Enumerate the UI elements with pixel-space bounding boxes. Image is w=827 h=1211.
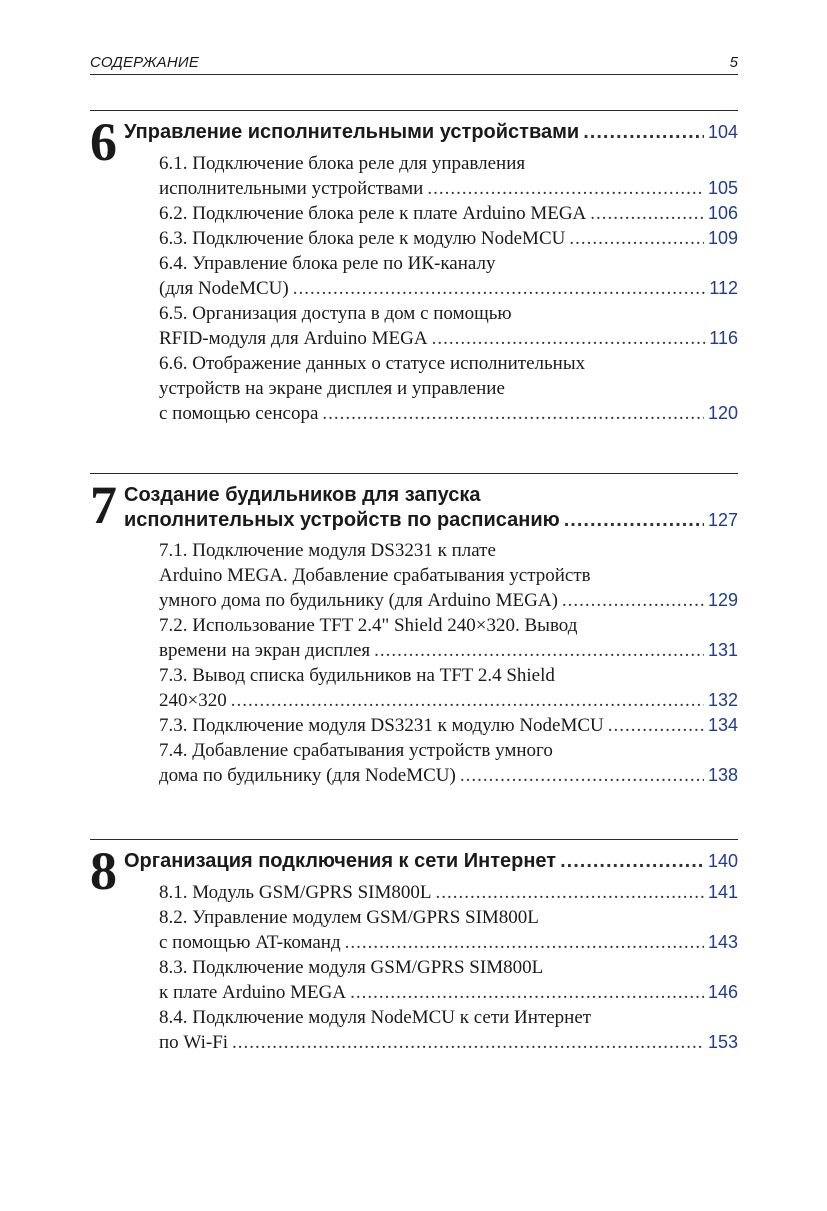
- toc-entry-text: с помощью AT-команд: [159, 932, 341, 953]
- toc-entry-line: [159, 251, 738, 276]
- toc-entry-text: к плате Arduino MEGA: [159, 982, 347, 1003]
- toc-entry-line: [159, 980, 738, 1005]
- toc-entry-line: [159, 201, 738, 226]
- toc-entry-text: 8.1. Модуль GSM/GPRS SIM800L: [159, 882, 432, 903]
- leader-dots: [564, 508, 704, 533]
- toc-entry[interactable]: [159, 713, 738, 738]
- running-header: [90, 52, 738, 75]
- leader-dots: [562, 588, 704, 613]
- toc-page-number[interactable]: 146: [707, 982, 738, 1002]
- toc-entry-line: [159, 663, 738, 688]
- toc-entry-text: Arduino MEGA. Добавление срабатывания устройств: [159, 565, 591, 586]
- toc-entry-line: [159, 226, 738, 251]
- toc-entry-text: 6.3. Подключение блока реле к модулю NodeMCU: [159, 228, 566, 249]
- toc-entry-text: 6.5. Организация доступа в дом с помощью: [159, 303, 512, 324]
- toc-entry[interactable]: [159, 880, 738, 905]
- toc-entry[interactable]: [159, 351, 738, 426]
- section-list: [159, 151, 738, 426]
- toc-entry-text: 7.2. Использование TFT 2.4" Shield 240×320. Вывод: [159, 615, 578, 636]
- toc-page-number[interactable]: 131: [707, 640, 738, 660]
- leader-dots: [460, 763, 704, 788]
- toc-page-number[interactable]: 129: [707, 590, 738, 610]
- toc-entry[interactable]: [159, 955, 738, 1005]
- toc-page-number[interactable]: 120: [707, 403, 738, 423]
- toc-entry-line: [159, 563, 738, 588]
- chapter-number: 6: [90, 112, 117, 172]
- toc-page-number[interactable]: 112: [709, 278, 738, 298]
- toc-entry-line: [159, 1005, 738, 1030]
- toc-entry-line: [159, 151, 738, 176]
- leader-dots: [569, 226, 704, 251]
- toc-entry-text: дома по будильнику (для NodeMCU): [159, 765, 456, 786]
- toc-entry[interactable]: [159, 613, 738, 663]
- chapter-number: 8: [90, 841, 117, 901]
- toc-entry-line: [159, 880, 738, 905]
- chapter-6: [90, 110, 738, 424]
- chapter-7: [90, 473, 738, 786]
- toc-entry-text: 7.1. Подключение модуля DS3231 к плате: [159, 540, 496, 561]
- toc-entry-text: 8.2. Управление модулем GSM/GPRS SIM800L: [159, 907, 539, 928]
- toc-entry-line: [159, 688, 738, 713]
- toc-entry-text: (для NodeMCU): [159, 278, 289, 299]
- toc-entry[interactable]: [159, 251, 738, 301]
- chapter-title-text: Организация подключения к сети Интернет: [124, 850, 557, 872]
- chapter-title-text: Управление исполнительными устройствами: [124, 121, 580, 143]
- toc-entry[interactable]: [159, 663, 738, 713]
- section-list: [159, 880, 738, 1055]
- toc-entry-text: 6.4. Управление блока реле по ИК-каналу: [159, 253, 496, 274]
- toc-entry-text: 7.3. Подключение модуля DS3231 к модулю NodeMCU: [159, 715, 604, 736]
- toc-entry-text: с помощью сенсора: [159, 403, 319, 424]
- leader-dots: [583, 120, 704, 145]
- toc-entry-text: умного дома по будильнику (для Arduino MEGA): [159, 590, 558, 611]
- toc-entry-line: [159, 613, 738, 638]
- toc-entry-text: по Wi-Fi: [159, 1032, 229, 1053]
- leader-dots: [293, 276, 706, 301]
- toc-entry-text: 240×320: [159, 690, 227, 711]
- toc-page-number[interactable]: 105: [707, 178, 738, 198]
- toc-entry-text: 6.6. Отображение данных о статусе исполнительных: [159, 353, 586, 374]
- toc-entry-line: [159, 763, 738, 788]
- chapter-number: 7: [90, 475, 117, 535]
- chapter-title-text: Создание будильников для запуска: [124, 484, 481, 506]
- chapter-page-number[interactable]: 127: [707, 510, 738, 530]
- toc-entry-line: [159, 376, 738, 401]
- toc-entry-text: RFID-модуля для Arduino MEGA: [159, 328, 428, 349]
- header-title: СОДЕРЖАНИЕ: [90, 54, 200, 71]
- toc-entry-line: [159, 351, 738, 376]
- chapter-title-line: [124, 483, 738, 508]
- toc-entry[interactable]: [159, 905, 738, 955]
- toc-entry[interactable]: [159, 538, 738, 613]
- toc-page-number[interactable]: 109: [707, 228, 738, 248]
- toc-entry-text: 7.4. Добавление срабатывания устройств умного: [159, 740, 553, 761]
- toc-entry-line: [159, 638, 738, 663]
- toc-entry-line: [159, 276, 738, 301]
- leader-dots: [608, 713, 704, 738]
- toc-entry-text: 8.4. Подключение модуля NodeMCU к сети Интернет: [159, 1007, 592, 1028]
- toc-entry-line: [159, 538, 738, 563]
- leader-dots: [345, 930, 704, 955]
- toc-entry[interactable]: [159, 151, 738, 201]
- toc-entry-line: [159, 301, 738, 326]
- leader-dots: [231, 688, 704, 713]
- toc-entry-line: [159, 1030, 738, 1055]
- leader-dots: [322, 401, 704, 426]
- leader-dots: [232, 1030, 704, 1055]
- toc-entry-line: [159, 401, 738, 426]
- chapter-page-number[interactable]: 104: [707, 122, 738, 142]
- chapter-title-line: [124, 120, 738, 145]
- leader-dots: [436, 880, 704, 905]
- toc-entry-text: 6.2. Подключение блока реле к плате Arduino MEGA: [159, 203, 587, 224]
- toc-entry[interactable]: [159, 201, 738, 226]
- toc-page-number[interactable]: 138: [707, 765, 738, 785]
- toc-page-number[interactable]: 106: [707, 203, 738, 223]
- chapter-title-line: [124, 849, 738, 874]
- toc-entry-line: [159, 713, 738, 738]
- section-list: [159, 538, 738, 788]
- chapter-title[interactable]: [124, 120, 738, 145]
- chapter-title-line: [124, 508, 738, 533]
- leader-dots: [374, 638, 704, 663]
- toc-entry-line: [159, 905, 738, 930]
- chapter-title[interactable]: [124, 483, 738, 533]
- toc-page-number[interactable]: 143: [707, 932, 738, 952]
- chapter-8: [90, 839, 738, 1053]
- toc-page-number[interactable]: 132: [707, 690, 738, 710]
- toc-entry-line: [159, 930, 738, 955]
- chapter-title-text: исполнительных устройств по расписанию: [124, 509, 560, 531]
- toc-entry-text: 7.3. Вывод списка будильников на TFT 2.4 Shield: [159, 665, 555, 686]
- toc-page-number[interactable]: 153: [707, 1032, 738, 1052]
- toc-page-number[interactable]: 141: [707, 882, 738, 902]
- leader-dots: [427, 176, 704, 201]
- header-page-number: 5: [729, 54, 738, 71]
- toc-entry-text: 6.1. Подключение блока реле для управления: [159, 153, 526, 174]
- leader-dots: [350, 980, 704, 1005]
- toc-entry-line: [159, 738, 738, 763]
- leader-dots: [560, 849, 704, 874]
- toc-entry-line: [159, 326, 738, 351]
- chapter-page-number[interactable]: 140: [707, 851, 738, 871]
- leader-dots: [432, 326, 706, 351]
- toc-entry-text: времени на экран дисплея: [159, 640, 371, 661]
- toc-entry[interactable]: [159, 1005, 738, 1055]
- toc-entry-text: устройств на экране дисплея и управление: [159, 378, 505, 399]
- chapter-title[interactable]: [124, 849, 738, 874]
- toc-page-number[interactable]: 134: [707, 715, 738, 735]
- toc-entry-line: [159, 176, 738, 201]
- toc-entry[interactable]: [159, 738, 738, 788]
- toc-entry[interactable]: [159, 301, 738, 351]
- toc-entry-line: [159, 588, 738, 613]
- toc-entry-text: исполнительными устройствами: [159, 178, 424, 199]
- toc-page-number[interactable]: 116: [709, 328, 738, 348]
- toc-entry[interactable]: [159, 226, 738, 251]
- toc-entry-line: [159, 955, 738, 980]
- leader-dots: [590, 201, 704, 226]
- toc-entry-text: 8.3. Подключение модуля GSM/GPRS SIM800L: [159, 957, 544, 978]
